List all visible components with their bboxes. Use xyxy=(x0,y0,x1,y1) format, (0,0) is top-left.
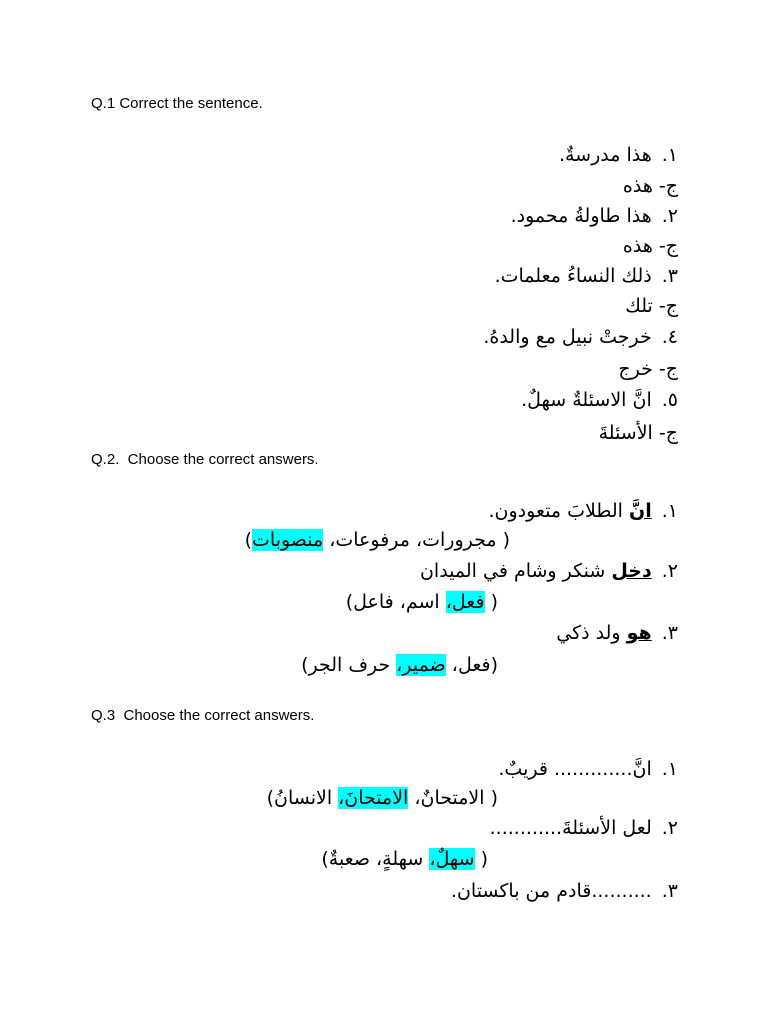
q2-o1-highlight: منصوبات xyxy=(252,529,324,551)
q3-s3-text: ..........قادم من باكستان. xyxy=(450,880,652,902)
q2-s2-num: ٢. xyxy=(661,560,678,582)
q3-s2-num: ٢. xyxy=(661,817,678,839)
q1-item-5-text: انَّ الاسئلةٌ سهلٌ. xyxy=(521,389,652,411)
q3-sentence-2 xyxy=(490,815,678,841)
q1-item-3-num: ٣. xyxy=(661,265,678,287)
q2-o2-open: ( xyxy=(484,591,498,613)
q2-o1-open: ( مجرورات، مرفوعات، xyxy=(323,529,510,551)
q3-o2-close: سهلةٍ، صعبةٌ) xyxy=(321,848,430,870)
q3-s3-num: ٣. xyxy=(661,880,678,902)
q1-item-4 xyxy=(483,324,678,350)
q1-item-1-text: هذا مدرسةٌ. xyxy=(558,144,652,166)
q2-s3-num: ٣. xyxy=(661,622,678,644)
q3-options-2 xyxy=(321,846,488,872)
q1-item-5-num: ٥. xyxy=(661,389,678,411)
q2-o2-highlight: فعل، xyxy=(445,591,485,613)
q3-o1-highlight: الامتحانَ، xyxy=(338,787,409,809)
q1-item-5 xyxy=(521,387,678,413)
q2-s3-keyword: هو xyxy=(626,622,652,644)
q2-o3-highlight: ضمير، xyxy=(396,654,446,676)
q1-item-3 xyxy=(495,263,678,289)
q3-o1-close: الانسانُ) xyxy=(266,787,339,809)
q2-options-3 xyxy=(301,652,498,678)
q3-o1-open: ( الامتحانٌ، xyxy=(408,787,498,809)
q2-o1-close: ) xyxy=(244,529,253,551)
q2-s1-keyword: انَّ xyxy=(629,500,652,522)
q1-item-2 xyxy=(511,203,678,229)
q1-heading: Q.1 Correct the sentence. xyxy=(91,95,263,112)
q1-item-2-num: ٢. xyxy=(661,205,678,227)
q3-s2-text: لعل الأسئلةَ............ xyxy=(489,817,652,839)
q2-s2-keyword: دخل xyxy=(611,560,652,582)
q2-s3-rest: ولد ذكي xyxy=(556,622,627,644)
q3-sentence-1 xyxy=(498,756,678,782)
q3-s1-num: ١. xyxy=(661,758,678,780)
q2-options-1 xyxy=(245,527,510,553)
q1-answer-4: ج- خرج xyxy=(618,358,678,380)
q1-item-4-text: خرجتْ نبيل مع والدهُ. xyxy=(483,326,652,348)
q3-s1-text: انَّ............. قريبٌ. xyxy=(498,758,652,780)
q2-s2-rest: شنكر وشام في الميدان xyxy=(419,560,612,582)
q3-sentence-3 xyxy=(451,878,678,904)
q3-o2-open: ( xyxy=(474,848,488,870)
q3-o2-highlight: سهلٌ، xyxy=(429,848,475,870)
q1-answer-3: ج- تلك xyxy=(625,295,678,317)
q2-o2-close: اسم، فاعل) xyxy=(345,591,446,613)
q1-item-4-num: ٤. xyxy=(661,326,678,348)
q3-heading: Q.3 Choose the correct answers. xyxy=(91,707,315,724)
q2-s1-rest: الطلابَ متعودون. xyxy=(488,500,629,522)
q1-answer-1: ج- هذه xyxy=(622,175,678,197)
q2-heading: Q.2. Choose the correct answers. xyxy=(91,451,319,468)
q2-s1-num: ١. xyxy=(661,500,678,522)
q1-item-1-num: ١. xyxy=(661,144,678,166)
q2-sentence-2 xyxy=(420,558,678,584)
q2-sentence-1 xyxy=(489,498,678,524)
q1-item-2-text: هذا طاولةُ محمود. xyxy=(510,205,652,227)
q3-options-1 xyxy=(267,785,498,811)
q1-item-3-text: ذلك النساءُ معلمات. xyxy=(494,265,652,287)
q2-o3-open: (فعل، xyxy=(445,654,498,676)
q1-item-1 xyxy=(559,142,678,168)
q2-o3-close: حرف الجر) xyxy=(301,654,397,676)
q1-answer-5: ج- الأسئلةَ xyxy=(598,422,678,444)
q2-options-2 xyxy=(346,589,498,615)
q1-answer-2: ج- هذه xyxy=(622,235,678,257)
q2-sentence-3 xyxy=(556,620,678,646)
